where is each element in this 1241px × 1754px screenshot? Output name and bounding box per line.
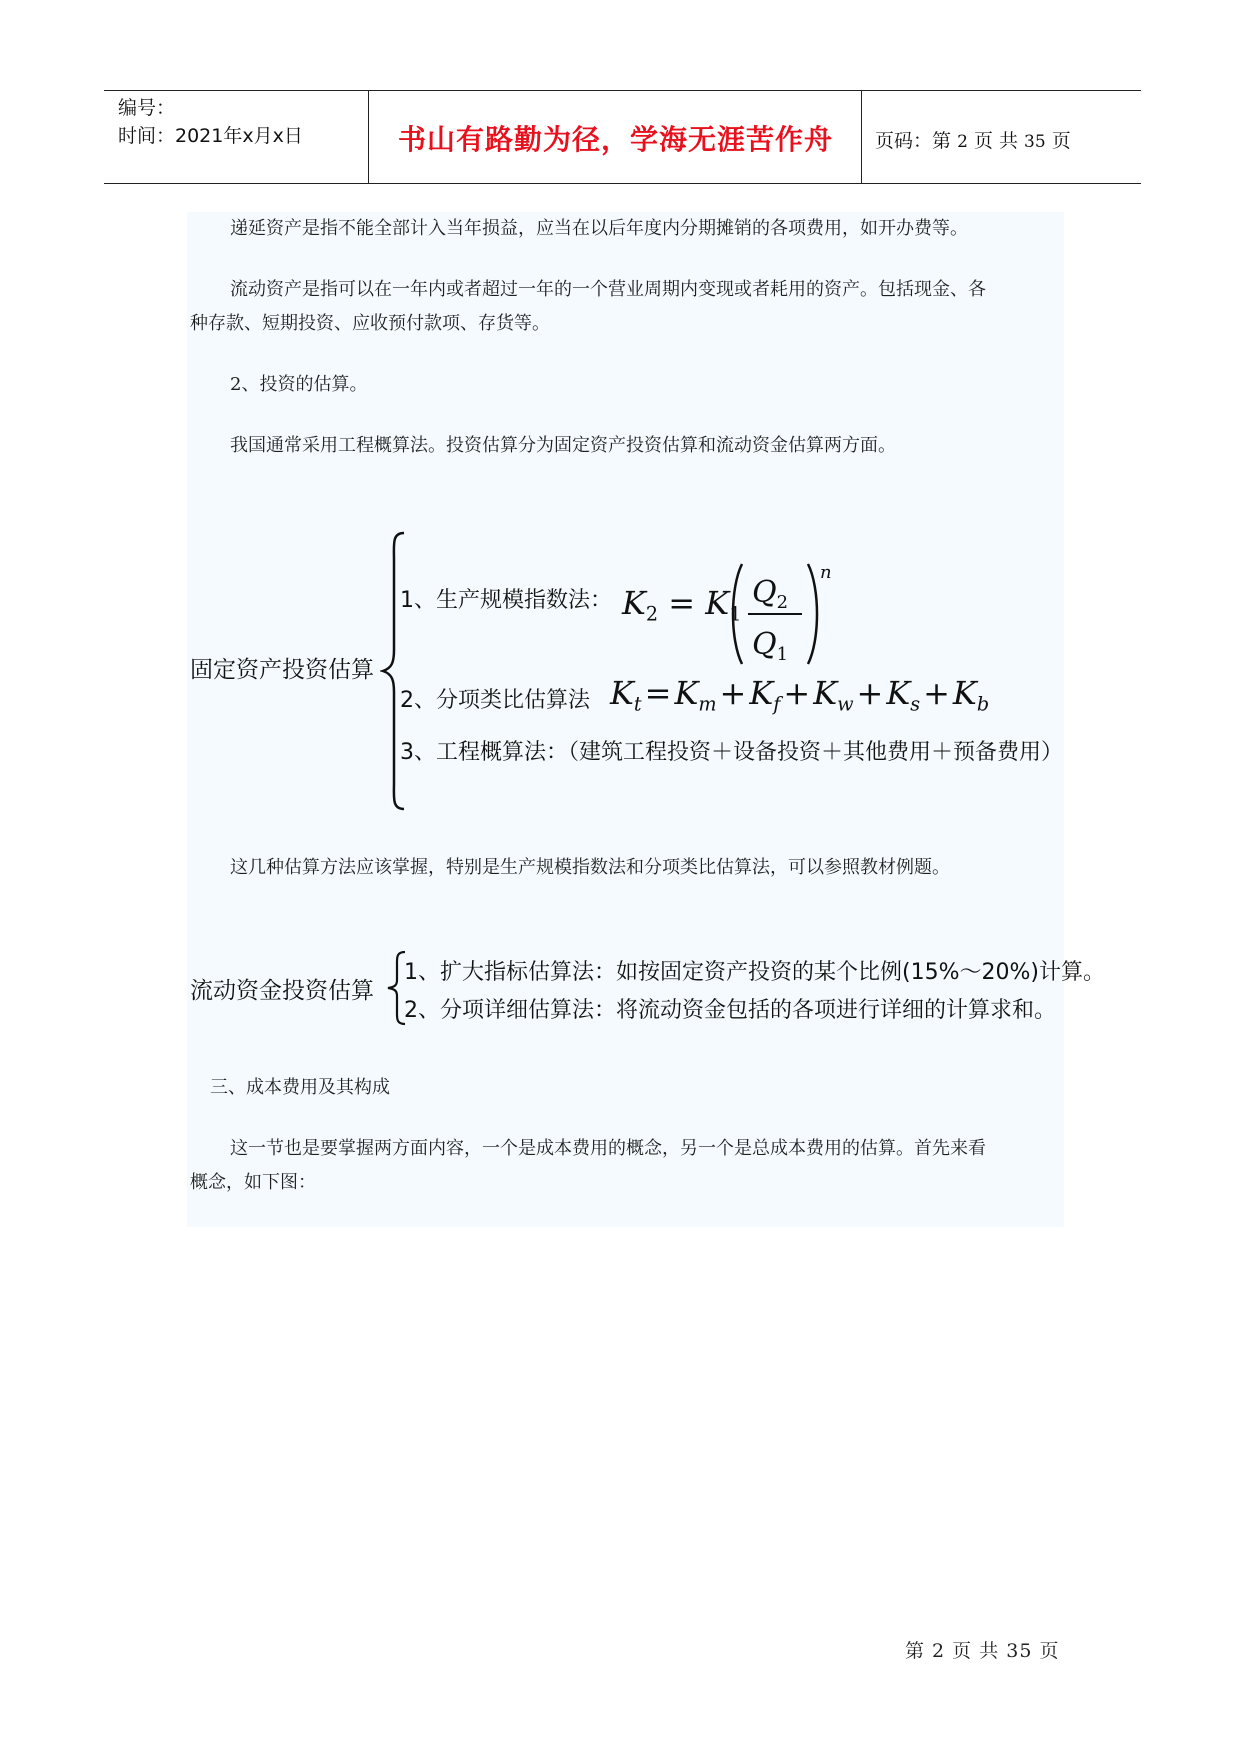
page-mid: 页 共 <box>973 130 1018 152</box>
formula2-plus: + <box>719 674 747 712</box>
formula2-term-s: $K_s$ <box>886 674 921 716</box>
diagram2-item2: 2、分项详细估算法：将流动资金包括的各项进行详细的计算求和。 <box>404 998 1056 1023</box>
page-number: 2 <box>957 132 968 152</box>
diagram1-label: 固定资产投资估算 <box>190 657 374 683</box>
page-suffix: 页 <box>1051 130 1071 152</box>
formula2-term-w: $K_w$ <box>813 674 854 716</box>
header-bottom-rule <box>104 183 1141 184</box>
document-time: 时间：2021年x月x日 <box>118 125 303 147</box>
diagram1-brace <box>380 530 410 812</box>
formula2-plus: + <box>923 674 950 712</box>
header-motto: 书山有路勤为径，学海无涯苦作舟 <box>397 123 833 156</box>
header-top-rule <box>104 90 1141 91</box>
diagram2-label: 流动资金投资估算 <box>190 978 374 1004</box>
header-meta <box>118 94 303 150</box>
formula-scale-index <box>622 584 741 626</box>
formula1-fraction <box>728 558 838 670</box>
formula1-k2: $K_2$ <box>622 584 659 626</box>
formula2-lhs: $K_t$ <box>610 674 642 716</box>
header-divider-right <box>861 90 862 183</box>
diagram2-item1: 1、扩大指标估算法：如按固定资产投资的某个比例(15%～20%)计算。 <box>404 960 1105 985</box>
formula2-plus: + <box>856 674 884 712</box>
section-heading-investment-estimate: 2、投资的估算。 <box>230 374 368 395</box>
paragraph-cost-line2: 概念，如下图： <box>190 1172 316 1193</box>
formula1-equals: = <box>668 584 696 622</box>
paragraph-estimation-method: 我国通常采用工程概算法。投资估算分为固定资产投资估算和流动资金估算两方面。 <box>230 435 896 456</box>
formula2-plus: + <box>783 674 811 712</box>
footer-page-number: 第 2 页 共 35 页 <box>905 1640 1060 1662</box>
diagram1-item1: 1、生产规模指数法： <box>400 588 612 613</box>
diagram1-item2: 2、分项类比估算法 <box>400 688 590 713</box>
formula1-q2: Q <box>752 575 777 610</box>
paragraph-deferred-assets: 递延资产是指不能全部计入当年损益，应当在以后年度内分期摊销的各项费用，如开办费等。 <box>230 218 968 239</box>
svg-text:Q1: $Q_1$ <box>752 627 789 665</box>
document-number-label: 编号： <box>118 97 176 119</box>
svg-text:Q2: $Q_2$ <box>752 575 789 613</box>
paragraph-current-assets-line1: 流动资产是指可以在一年内或者超过一年的一个营业周期内变现或者耗用的资产。包括现金、各 <box>230 279 986 300</box>
formula2-term-b: $K_b$ <box>952 674 990 716</box>
section-heading-cost: 三、成本费用及其构成 <box>210 1077 390 1098</box>
formula1-k1: $K_1$ <box>705 584 742 626</box>
paragraph-cost-line1: 这一节也是要掌握两方面内容，一个是成本费用的概念，另一个是总成本费用的估算。首先来看 <box>230 1138 986 1159</box>
page-total: 35 <box>1024 132 1046 152</box>
paragraph-current-assets-line2: 种存款、短期投资、应收预付款项、存货等。 <box>190 313 550 334</box>
paragraph-master-methods: 这几种估算方法应该掌握，特别是生产规模指数法和分项类比估算法，可以参照教材例题。 <box>230 857 950 878</box>
formula2-equals: = <box>644 674 672 712</box>
formula2-term-m: $K_m$ <box>674 674 717 716</box>
header-page-indicator <box>875 126 1071 153</box>
formula1-exponent: n <box>820 562 832 583</box>
header-divider-left <box>368 90 369 183</box>
formula-itemized-analogy <box>610 674 989 716</box>
page-prefix: 页码：第 <box>875 130 952 152</box>
formula1-q1: Q <box>752 627 777 662</box>
formula2-term-f: $K_f$ <box>749 674 781 716</box>
diagram1-item3: 3、工程概算法：（建筑工程投资＋设备投资＋其他费用＋预备费用） <box>400 740 1063 765</box>
